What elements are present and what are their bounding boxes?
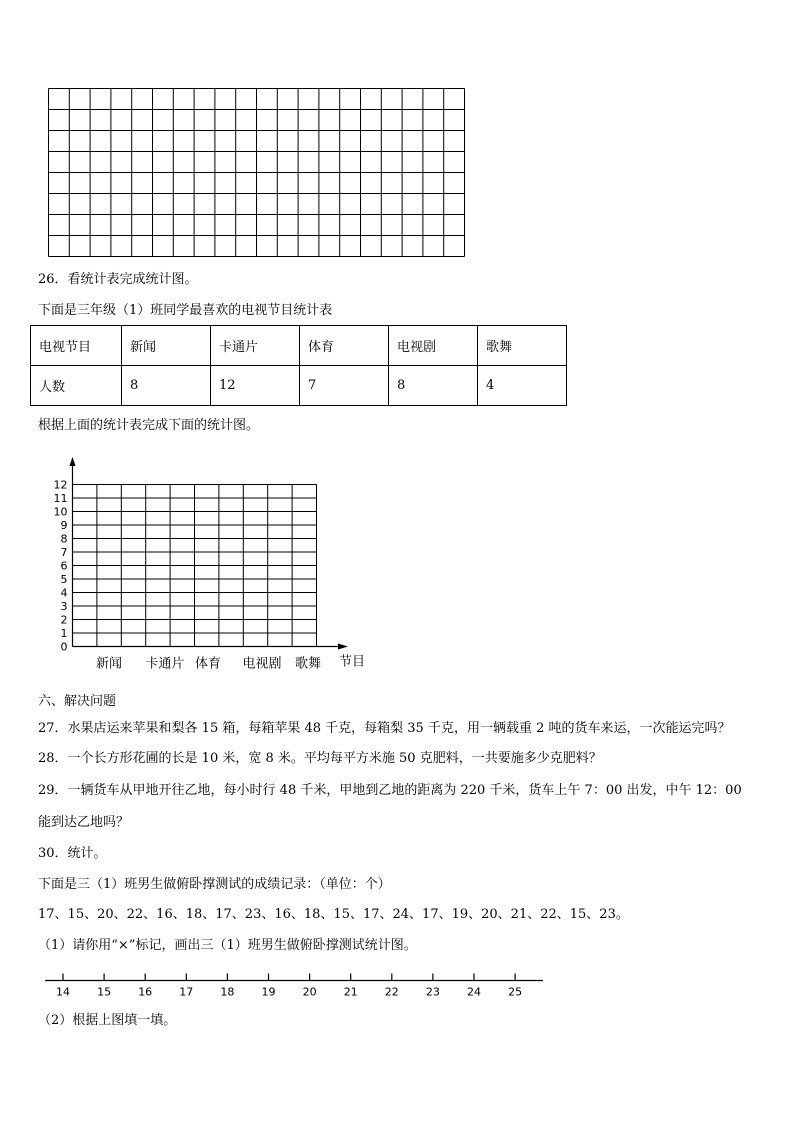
table-cell: 人数 <box>31 366 122 406</box>
q30-title: 30．统计。 <box>38 846 107 861</box>
number-line-label: 22 <box>384 985 399 999</box>
q30-data: 17、15、20、22、16、18、17、23、16、18、15、17、24、17、19、20、21、22、15、23。 <box>38 907 629 922</box>
number-line-label: 19 <box>261 985 276 999</box>
number-line-label: 23 <box>425 985 440 999</box>
table-cell: 4 <box>478 366 567 406</box>
y-tick-label: 7 <box>60 546 68 559</box>
q30-part1: （1）请你用“×”标记，画出三（1）班男生做俯卧撑测试统计图。 <box>38 938 417 953</box>
y-tick-label: 11 <box>53 492 68 505</box>
y-tick-label: 9 <box>60 519 68 532</box>
q29-text: 29．一辆货车从甲地开往乙地，每小时行 48 千米，甲地到乙地的距离为 220 千米，货车上午 7：00 出发，中午 12：00 <box>38 783 742 798</box>
table-cell: 7 <box>300 366 389 406</box>
tv-program-table <box>30 325 567 406</box>
number-line-label: 24 <box>467 985 481 999</box>
number-line <box>0 965 600 1005</box>
number-line-label: 17 <box>179 985 194 999</box>
y-tick-label: 2 <box>60 613 68 627</box>
number-line-label: 14 <box>56 985 70 999</box>
y-axis-arrow <box>70 457 76 466</box>
x-category-label: 电视剧 <box>242 656 282 672</box>
y-tick-label: 5 <box>60 573 68 586</box>
q30-intro: 下面是三（1）班男生做俯卧撑测试的成绩记录：（单位：个） <box>38 877 391 892</box>
number-line-label: 15 <box>97 985 112 999</box>
q30-part2: （2）根据上图填一填。 <box>38 1013 177 1028</box>
x-category-label: 卡通片 <box>145 656 185 672</box>
y-tick-label: 8 <box>60 532 68 546</box>
y-tick-label: 4 <box>60 586 68 600</box>
number-line-label: 18 <box>220 985 235 999</box>
table-cell: 电视剧 <box>389 326 478 366</box>
table-cell: 歌舞 <box>478 326 567 366</box>
table-cell: 12 <box>211 366 300 406</box>
q27-text: 27．水果店运来苹果和梨各 15 箱，每箱苹果 48 千克，每箱梨 35 千克，用一辆载重 2 吨的货车来运，一次能运完吗？ <box>38 721 731 736</box>
y-tick-label: 0 <box>60 640 68 654</box>
table-cell: 卡通片 <box>211 326 300 366</box>
q29-text-cont: 能到达乙地吗？ <box>38 815 130 830</box>
table-cell: 8 <box>122 366 211 406</box>
x-axis-arrow <box>338 644 348 650</box>
q26-title: 26．看统计表完成统计图。 <box>38 272 198 287</box>
x-axis-title: 节目 <box>338 654 366 670</box>
table-cell: 电视节目 <box>31 326 122 366</box>
x-category-label: 新闻 <box>95 656 123 672</box>
x-category-label: 体育 <box>194 656 222 672</box>
table-header-row <box>31 326 567 366</box>
number-line-label: 16 <box>138 985 153 999</box>
y-tick-label: 3 <box>60 600 68 613</box>
number-line-label: 25 <box>508 985 523 999</box>
table-cell: 8 <box>389 366 478 406</box>
table-caption: 下面是三年级（1）班同学最喜欢的电视节目统计表 <box>38 303 333 318</box>
number-line-label: 21 <box>343 985 358 999</box>
number-line-label: 20 <box>302 985 317 999</box>
table-row <box>31 366 567 406</box>
x-category-label: 歌舞 <box>294 656 322 672</box>
blank-grid <box>0 0 794 270</box>
y-tick-label: 1 <box>60 627 68 640</box>
blank-bar-chart <box>0 450 400 680</box>
q28-text: 28．一个长方形花圃的长是 10 米，宽 8 米。平均每平方米施 50 克肥料，一共要施多少克肥料？ <box>38 751 602 766</box>
y-tick-label: 12 <box>53 478 68 492</box>
chart-instruction: 根据上面的统计表完成下面的统计图。 <box>38 418 260 433</box>
table-cell: 新闻 <box>122 326 211 366</box>
y-tick-label: 10 <box>53 505 68 519</box>
table-cell: 体育 <box>300 326 389 366</box>
y-tick-label: 6 <box>60 559 68 573</box>
section6-title: 六、解决问题 <box>38 694 117 709</box>
